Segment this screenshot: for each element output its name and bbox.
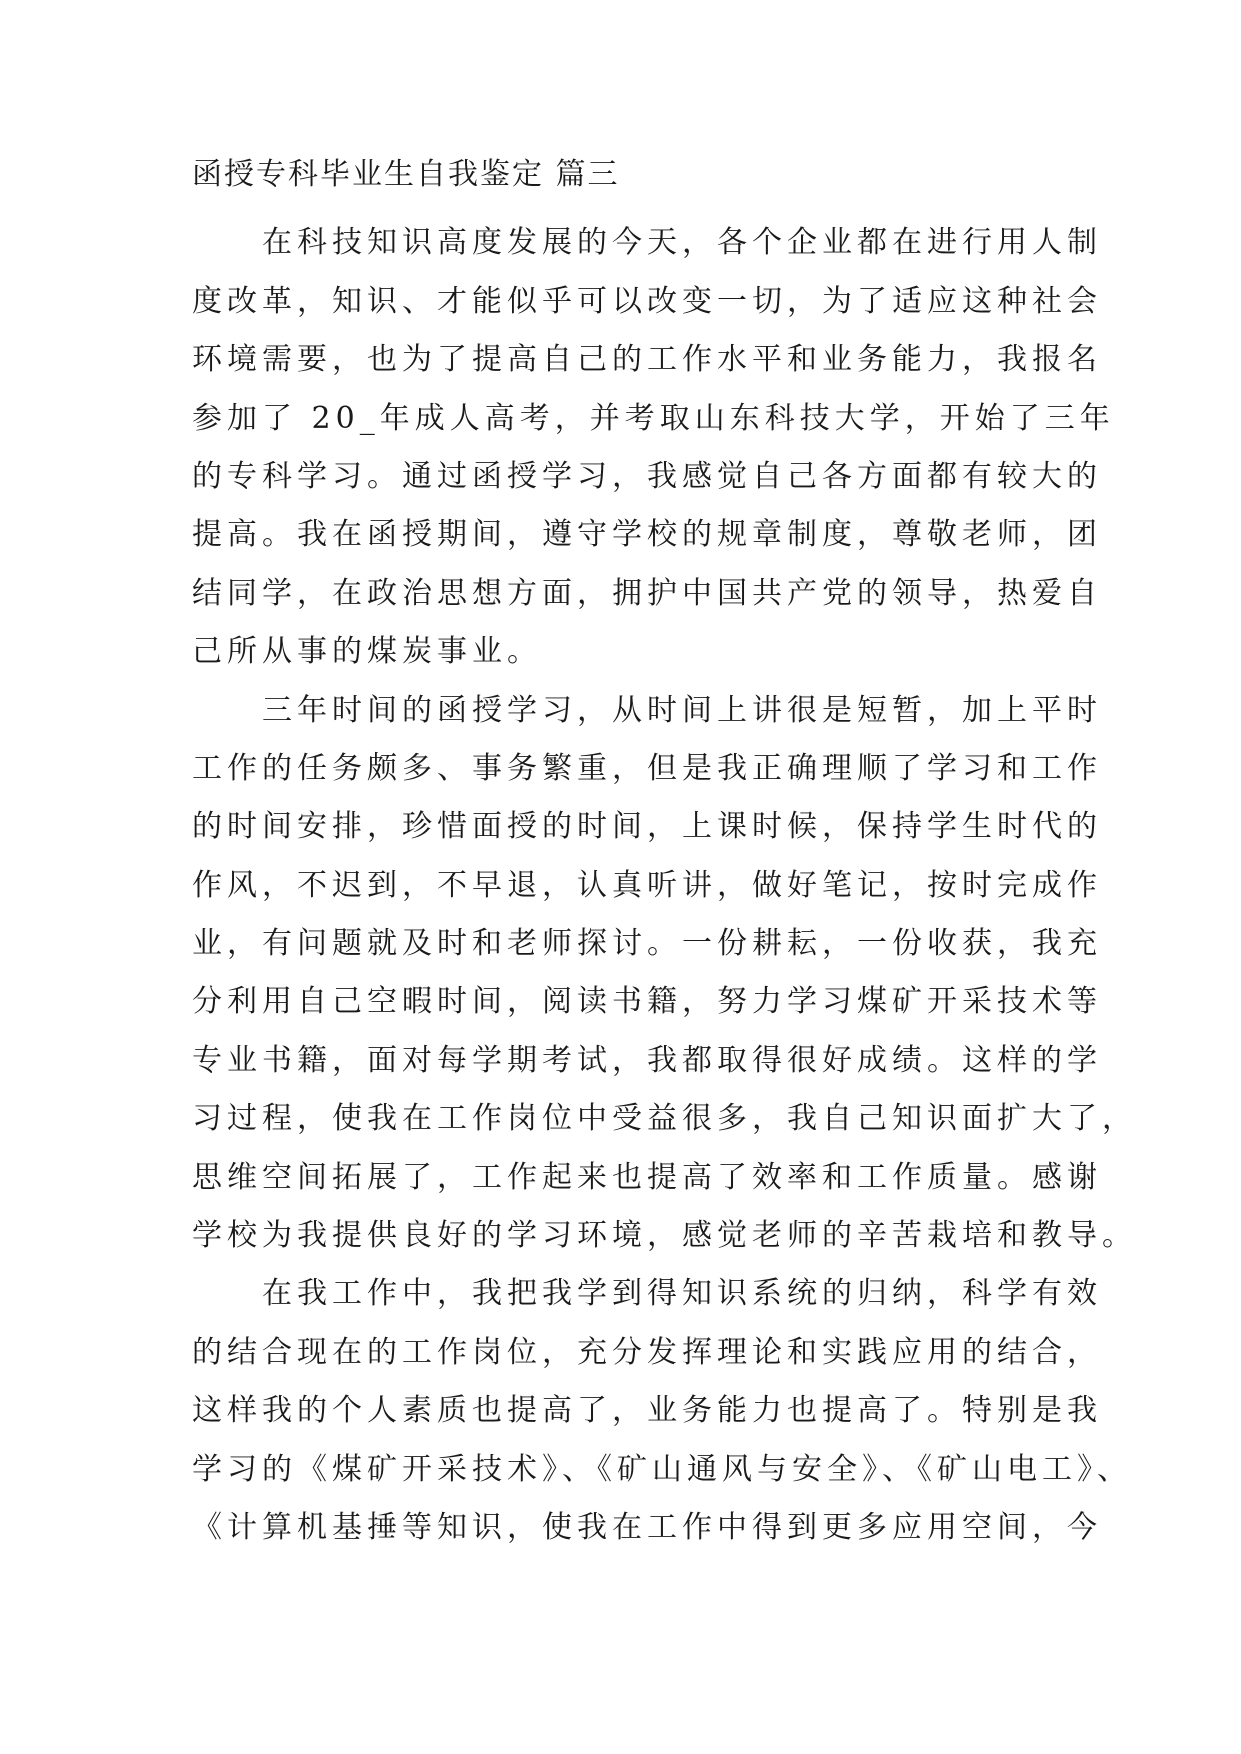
document-text [192, 214, 1137, 1557]
text-line: 学校为我提供良好的学习环境，感觉老师的辛苦栽培和教导。 [192, 1218, 1137, 1254]
text-line: 结同学，在政治思想方面，拥护中国共产党的领导，热爱自 [192, 575, 1102, 611]
text-line: 分利用自己空暇时间，阅读书籍，努力学习煤矿开采技术等 [192, 984, 1102, 1020]
document-title: 函授专科毕业生自我鉴定 篇三 [192, 157, 620, 192]
text-line: 思维空间拓展了，工作起来也提高了效率和工作质量。感谢 [192, 1159, 1102, 1195]
text-line: 在科技知识高度发展的今天，各个企业都在进行用人制 [192, 225, 1102, 261]
text-line: 《计算机基捶等知识，使我在工作中得到更多应用空间，今 [192, 1509, 1102, 1545]
text-line: 的时间安排，珍惜面授的时间，上课时候，保持学生时代的 [192, 809, 1102, 845]
text-line: 业，有问题就及时和老师探讨。一份耕耘，一份收获，我充 [192, 926, 1102, 962]
text-line: 工作的任务颇多、事务繁重，但是我正确理顺了学习和工作 [192, 750, 1102, 786]
text-line: 参加了 20_年成人高考，并考取山东科技大学，开始了三年 [192, 400, 1115, 436]
text-line: 的结合现在的工作岗位，充分发挥理论和实践应用的结合， [192, 1334, 1102, 1370]
text-line: 环境需要，也为了提高自己的工作水平和业务能力，我报名 [192, 342, 1102, 378]
text-line: 作风，不迟到，不早退，认真听讲，做好笔记，按时完成作 [192, 867, 1102, 903]
text-line: 度改革，知识、才能似乎可以改变一切，为了适应这种社会 [192, 283, 1102, 319]
text-line: 习过程，使我在工作岗位中受益很多，我自己知识面扩大了， [192, 1101, 1137, 1137]
text-line: 的专科学习。通过函授学习，我感觉自己各方面都有较大的 [192, 458, 1102, 494]
text-line: 这样我的个人素质也提高了，业务能力也提高了。特别是我 [192, 1393, 1102, 1429]
text-line: 三年时间的函授学习，从时间上讲很是短暂，加上平时 [192, 692, 1102, 728]
text-line: 在我工作中，我把我学到得知识系统的归纳，科学有效 [192, 1276, 1102, 1312]
document-body [192, 156, 1137, 1557]
text-line: 专业书籍，面对每学期考试，我都取得很好成绩。这样的学 [192, 1042, 1102, 1078]
text-line: 己所从事的煤炭事业。 [192, 634, 542, 670]
text-line: 学习的《煤矿开采技术》、《矿山通风与安全》、《矿山电工》、 [192, 1451, 1132, 1487]
text-line: 提高。我在函授期间，遵守学校的规章制度，尊敬老师，团 [192, 517, 1102, 553]
